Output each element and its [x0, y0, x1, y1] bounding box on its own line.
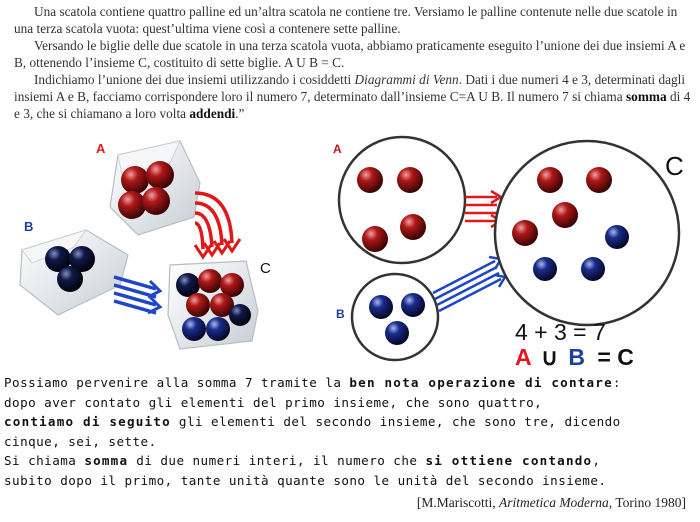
set-a-label: A [333, 142, 342, 156]
union-symbol: ∪ [541, 344, 558, 370]
blue-set-arrows [433, 257, 505, 311]
set-a-circle [339, 137, 465, 263]
somma-term: somma [626, 89, 667, 104]
sum-equation: 4 + 3 = 7 [515, 319, 606, 345]
intro-paragraph-1: Una scatola contiene quattro palline ed un’altra scatola ne contiene tre. Versiamo le palline contenute nelle due scatole in una terza scatola vuota: quest’ultima viene così a contenere sette palline. [14, 4, 678, 36]
explanation-line-1: Possiamo pervenire alla somma 7 tramite la ben nota operazione di contare: [4, 375, 621, 390]
citation: [M.Mariscotti, Aritmetica Moderna, Torino 1980] [416, 495, 686, 510]
union-b: B [568, 344, 586, 370]
box-a-label: A [96, 141, 106, 156]
explanation-line-4: cinque, sei, sette. [4, 433, 157, 449]
explanation-line-5: Si chiama somma di due numeri interi, il numero che si ottiene contando, [4, 453, 601, 468]
set-c-label: C [665, 151, 684, 181]
union-result: = C [597, 344, 634, 370]
intro-paragraph-2: Versando le biglie delle due scatole in una terza scatola vuota, abbiamo praticamente eseguito l’unione dei due insiemi A e B, ottenendo l’insieme C, costituito di sette biglie. A U B = C. [14, 38, 686, 70]
venn-term: Diagrammi di Venn [354, 72, 459, 87]
intro-paragraph-3: Indichiamo l’unione dei due insiemi utilizzando i cosiddetti Diagrammi di Venn. Dati i due numeri 4 e 3, determinati dagli insiemi A e B, facciamo corrispondere loro il numero 7, determinato dall’insieme C=A U B. Il numero 7 si chiama somma di 4 e 3, che si chiamano a loro volta addendi.” [14, 72, 691, 121]
union-a: A [515, 344, 531, 370]
sets-diagram [325, 135, 700, 370]
set-b-label: B [336, 307, 345, 321]
union-equation [515, 344, 634, 370]
explanation-line-3: contiamo di seguito gli elementi del secondo insieme, che sono tre, dicendo [4, 414, 621, 429]
boxes-illustration [10, 135, 310, 360]
box-b-label: B [24, 219, 34, 234]
red-arrows [195, 193, 240, 257]
explanation-text [4, 373, 698, 490]
set-b-circle [352, 274, 438, 360]
intro-text [14, 3, 696, 122]
explanation-line-2: dopo aver contato gli elementi del primo insieme, che sono quattro, [4, 394, 543, 410]
box-c-label: C [260, 260, 271, 277]
explanation-line-6: subito dopo il primo, tante unità quante sono le unità del secondo insieme. [4, 472, 607, 488]
addendi-term: addendi [189, 106, 236, 121]
